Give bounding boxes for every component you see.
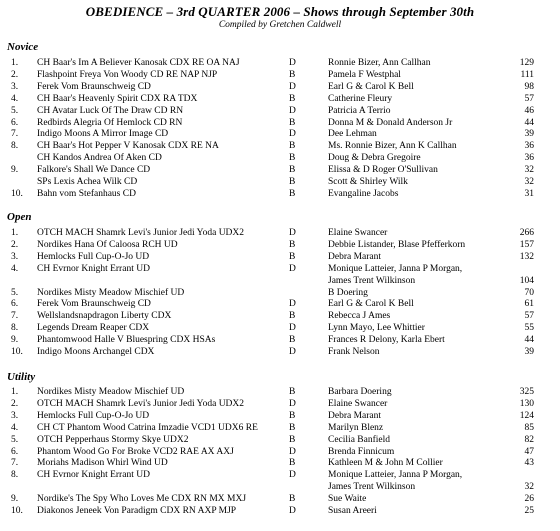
owner-name: Brenda Finnicum (328, 446, 395, 457)
rank-number: 1. (11, 387, 19, 397)
score-value: 55 (524, 323, 534, 334)
dog-name: Phantomwood Halle V Bluespring CDX HSAs (37, 335, 216, 346)
dog-name: OTCH MACH Shamrk Levi's Junior Jedi Yoda UDX2 (37, 228, 245, 238)
dog-sex: B (289, 311, 296, 322)
table-row (0, 252, 560, 263)
score-value: 70 (524, 287, 534, 298)
owner-name: Donna M & Donald Anderson Jr (328, 117, 453, 128)
rank-number: 5. (11, 287, 19, 298)
score-value: 26 (524, 494, 534, 505)
table-row (0, 506, 560, 517)
rank-number: 4. (11, 93, 19, 104)
table-row (0, 189, 560, 200)
score-value: 39 (524, 347, 534, 357)
dog-sex: D (289, 398, 296, 409)
score-value: 124 (519, 410, 534, 421)
score-value: 36 (524, 141, 534, 152)
score-value: 98 (524, 81, 534, 92)
rank-number: 1. (11, 228, 19, 238)
table-row (0, 264, 560, 275)
rank-number: 8. (11, 470, 19, 481)
table-row (0, 470, 560, 481)
dog-name: CH Kandos Andrea Of Aken CD (37, 153, 162, 164)
table-row (0, 423, 560, 434)
dog-name: Diakonos Jeneek Von Paradigm CDX RN AXP MJP (37, 506, 237, 516)
table-row (0, 141, 560, 152)
dog-name: Moriahs Madison Whirl Wind UD (37, 458, 168, 469)
owner-name: Kathleen M & John M Collier (328, 458, 443, 469)
score-value: 132 (519, 251, 534, 262)
score-value: 32 (524, 177, 534, 187)
rank-number: 7. (11, 458, 19, 469)
dog-sex: B (289, 165, 296, 176)
owner-name: Ms. Ronnie Bizer, Ann K Callhan (328, 141, 457, 152)
owner-name: Pamela F Westphal (328, 69, 401, 80)
table-row (0, 82, 560, 93)
owner-name: Debra Marant (328, 410, 382, 421)
dog-sex: D (289, 58, 296, 68)
dog-sex: D (289, 263, 296, 274)
rank-number: 2. (11, 69, 19, 80)
dog-sex: D (289, 228, 296, 238)
rank-number: 5. (11, 105, 19, 116)
section-heading-utility: Utility (7, 371, 36, 383)
owner-name: Elissa & D Roger O'Sullivan (328, 165, 438, 176)
owner-name: Elaine Swancer (328, 398, 388, 409)
table-row (0, 153, 560, 164)
dog-name: SPs Lexis Achea Wilk CD (37, 177, 138, 187)
rank-number: 3. (11, 81, 19, 92)
rank-number: 9. (11, 165, 19, 176)
owner-name: Earl G & Carol K Bell (328, 81, 414, 92)
dog-sex: B (289, 494, 296, 505)
dog-sex: D (289, 470, 296, 481)
dog-sex: B (289, 251, 296, 262)
owner-name: Lynn Mayo, Lee Whittier (328, 323, 425, 334)
dog-name: CH Evrnor Knight Errant UD (37, 263, 150, 274)
owner-name: Sue Waite (328, 494, 367, 505)
table-row (0, 118, 560, 129)
dog-sex: B (289, 188, 296, 199)
dog-name: Redbirds Alegria Of Hemlock CD RN (37, 117, 183, 128)
dog-name: Hemlocks Full Cup-O-Jo UD (37, 410, 150, 421)
dog-name: Nordikes Misty Meadow Mischief UD (37, 287, 185, 298)
score-value: 47 (524, 446, 534, 457)
score-value: 36 (524, 153, 534, 164)
score-value: 39 (524, 129, 534, 140)
owner-name: Earl G & Carol K Bell (328, 299, 414, 310)
rank-number: 6. (11, 299, 19, 310)
dog-sex: B (289, 387, 296, 397)
dog-sex: B (289, 434, 296, 445)
score-value: 57 (524, 93, 534, 104)
dog-sex: D (289, 323, 296, 334)
dog-sex: B (289, 422, 296, 433)
dog-sex: B (289, 335, 296, 346)
score-value: 129 (519, 58, 534, 68)
rank-number: 3. (11, 251, 19, 262)
score-value: 57 (524, 311, 534, 322)
score-value: 25 (524, 506, 534, 516)
table-row (0, 447, 560, 458)
table-row (0, 494, 560, 505)
table-row (0, 347, 560, 358)
dog-sex: B (289, 410, 296, 421)
score-value: 266 (519, 228, 534, 238)
dog-sex: D (289, 105, 296, 116)
rank-number: 5. (11, 434, 19, 445)
owner-name: Frances R Delony, Karla Ebert (328, 335, 445, 346)
table-row (0, 288, 560, 299)
table-row (0, 70, 560, 81)
dog-name: CH Avatar Luck Of The Draw CD RN (37, 105, 184, 116)
score-value: 31 (524, 188, 534, 199)
owner-name: Elaine Swancer (328, 228, 388, 238)
rank-number: 7. (11, 311, 19, 322)
rank-number: 10. (11, 188, 23, 199)
score-value: 111 (520, 69, 534, 80)
table-row (0, 399, 560, 410)
rank-number: 3. (11, 410, 19, 421)
score-value: 44 (524, 335, 534, 346)
rank-number: 7. (11, 129, 19, 140)
table-row (0, 435, 560, 446)
owner-name: Catherine Fleury (328, 93, 393, 104)
score-value: 32 (524, 482, 534, 493)
owner-name: Scott & Shirley Wilk (328, 177, 408, 187)
table-row (0, 323, 560, 334)
table-row (0, 177, 560, 188)
rank-number: 10. (11, 347, 23, 357)
owner-name: Frank Nelson (328, 347, 380, 357)
table-row (0, 482, 560, 493)
rank-number: 4. (11, 263, 19, 274)
owner-name: Monique Latteier, Janna P Morgan, (328, 263, 463, 274)
rank-number: 9. (11, 494, 19, 505)
dog-sex: B (289, 153, 296, 164)
rank-number: 6. (11, 117, 19, 128)
score-value: 325 (519, 387, 534, 397)
section-heading-novice: Novice (7, 41, 39, 53)
table-row (0, 276, 560, 287)
dog-sex: D (289, 446, 296, 457)
dog-name: Falkore's Shall We Dance CD (37, 165, 151, 176)
dog-name: Ferek Vom Braunschweig CD (37, 81, 151, 92)
dog-name: CH Baar's Im A Believer Kanosak CDX RE OA NAJ (37, 58, 240, 68)
rank-number: 8. (11, 141, 19, 152)
owner-name: James Trent Wilkinson (328, 275, 416, 286)
dog-name: Nordikes Misty Meadow Mischief UD (37, 387, 185, 397)
dog-name: Nordike's The Spy Who Loves Me CDX RN MX MXJ (37, 494, 247, 505)
score-value: 85 (524, 422, 534, 433)
table-row (0, 335, 560, 346)
dog-name: Phantom Wood Go For Broke VCD2 RAE AX AXJ (37, 446, 234, 457)
owner-name: Susan Areeri (328, 506, 377, 516)
dog-name: CH CT Phantom Wood Catrina Imzadie VCD1 UDX6 RE (37, 422, 258, 433)
document-title: OBEDIENCE – 3rd QUARTER 2006 – Shows through September 30th (85, 4, 475, 19)
dog-sex: D (289, 506, 296, 516)
dog-sex: D (289, 81, 296, 92)
dog-name: CH Baar's Hot Pepper V Kanosak CDX RE NA (37, 141, 219, 152)
dog-name: CH Baar's Heavenly Spirit CDX RA TDX (37, 93, 198, 104)
document-subtitle: Compiled by Gretchen Caldwell (218, 20, 342, 30)
dog-name: Nordikes Hana Of Caloosa RCH UD (37, 239, 178, 250)
table-row (0, 240, 560, 251)
dog-name: Wellslandsnapdragon Liberty CDX (37, 311, 172, 322)
dog-name: Legends Dream Reaper CDX (37, 323, 150, 334)
owner-name: Debbie Listander, Blase Pfefferkorn (328, 239, 466, 250)
score-value: 44 (524, 117, 534, 128)
dog-sex: B (289, 117, 296, 128)
rank-number: 1. (11, 58, 19, 68)
rank-number: 6. (11, 446, 19, 457)
dog-name: Bahn vom Stefanhaus CD (37, 188, 136, 199)
dog-sex: D (289, 347, 296, 357)
owner-name: James Trent Wilkinson (328, 482, 416, 493)
owner-name: Dee Lehman (328, 129, 377, 140)
score-value: 104 (519, 275, 534, 286)
table-row (0, 58, 560, 69)
rank-number: 9. (11, 335, 19, 346)
rank-number: 4. (11, 422, 19, 433)
owner-name: Debra Marant (328, 251, 382, 262)
score-value: 61 (524, 299, 534, 310)
owner-name: Evangaline Jacobs (328, 188, 399, 199)
owner-name: Monique Latteier, Janna P Morgan, (328, 470, 463, 481)
table-row (0, 311, 560, 322)
dog-sex: B (289, 69, 296, 80)
owner-name: Rebecca J Ames (328, 311, 391, 322)
dog-sex: D (289, 299, 296, 310)
table-row (0, 94, 560, 105)
dog-sex: B (289, 239, 296, 250)
section-heading-open: Open (7, 211, 32, 223)
owner-name: Marilyn Blenz (328, 422, 384, 433)
score-value: 43 (524, 458, 534, 469)
score-value: 32 (524, 165, 534, 176)
dog-name: Indigo Moons Archangel CDX (37, 347, 155, 357)
table-row (0, 411, 560, 422)
dog-name: CH Evrnor Knight Errant UD (37, 470, 150, 481)
dog-name: Hemlocks Full Cup-O-Jo UD (37, 251, 150, 262)
table-row (0, 458, 560, 469)
owner-name: Doug & Debra Gregoire (328, 153, 421, 164)
dog-name: Flashpoint Freya Von Woody CD RE NAP NJP (37, 69, 218, 80)
dog-sex: D (289, 129, 296, 140)
table-row (0, 129, 560, 140)
dog-sex: B (289, 458, 296, 469)
dog-name: OTCH Pepperhaus Stormy Skye UDX2 (37, 434, 189, 445)
dog-name: Ferek Vom Braunschweig CD (37, 299, 151, 310)
rank-number: 8. (11, 323, 19, 334)
dog-sex: B (289, 93, 296, 104)
rank-number: 2. (11, 239, 19, 250)
owner-name: Patricia A Terrio (328, 105, 391, 116)
rank-number: 10. (11, 506, 23, 516)
dog-sex: B (289, 141, 296, 152)
owner-name: B Doering (328, 287, 368, 298)
dog-sex: B (289, 177, 296, 187)
score-value: 82 (524, 434, 534, 445)
dog-name: OTCH MACH Shamrk Levi's Junior Jedi Yoda UDX2 (37, 398, 245, 409)
table-row (0, 299, 560, 310)
dog-name: Indigo Moons A Mirror Image CD (37, 129, 169, 140)
table-row (0, 228, 560, 239)
owner-name: Barbara Doering (328, 387, 392, 397)
owner-name: Cecilia Banfield (328, 434, 390, 445)
score-value: 157 (519, 239, 534, 250)
score-value: 130 (519, 398, 534, 409)
table-row (0, 387, 560, 398)
table-row (0, 106, 560, 117)
table-row (0, 165, 560, 176)
rank-number: 2. (11, 398, 19, 409)
owner-name: Ronnie Bizer, Ann Callhan (328, 58, 431, 68)
score-value: 46 (524, 105, 534, 116)
